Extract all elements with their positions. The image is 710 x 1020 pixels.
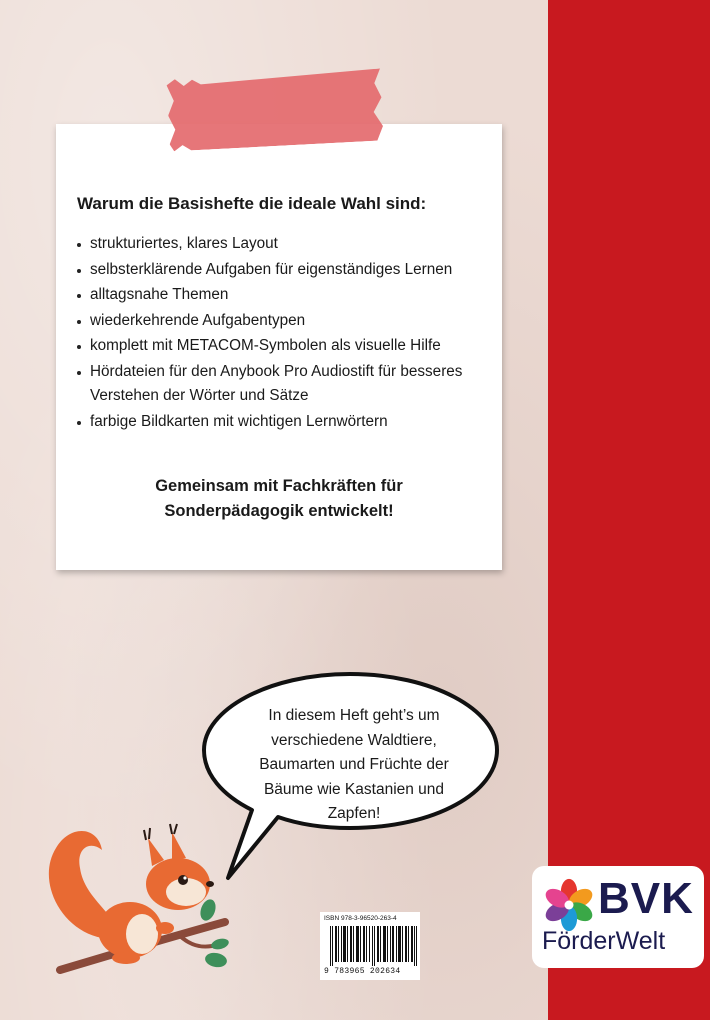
speech-bubble-text xyxy=(220,704,488,827)
tagline-line: Sonderpädagogik entwickelt! xyxy=(164,502,394,520)
feature-item: alltagsnahe Themen xyxy=(74,283,499,308)
feature-item: farbige Bildkarten mit wichtigen Lernwörtern xyxy=(74,410,499,435)
bubble-line: In diesem Heft geht’s um xyxy=(268,707,440,724)
bubble-line: Bäume wie Kastanien und xyxy=(263,780,445,798)
feature-item: Hördateien für den Anybook Pro Audiostift für besseres Verstehen der Wörter und Sätze xyxy=(74,360,499,409)
barcode-box xyxy=(320,912,420,980)
tagline xyxy=(56,474,502,524)
logo-brand: BVK xyxy=(598,874,694,923)
feature-item: strukturiertes, klares Layout xyxy=(74,232,499,257)
bubble-line: Zapfen! xyxy=(327,805,381,822)
feature-list xyxy=(74,232,499,435)
feature-item: selbsterklärende Aufgaben für eigenständiges Lernen xyxy=(74,258,499,283)
tagline-line: Gemeinsam mit Fachkräften für xyxy=(155,477,403,495)
squirrel-illustration xyxy=(40,810,240,1000)
publisher-logo xyxy=(532,866,704,968)
info-card xyxy=(56,124,502,570)
flower-logo-icon xyxy=(542,878,596,932)
barcode-digits: 9 783965 202634 xyxy=(324,967,401,976)
card-heading: Warum die Basishefte die ideale Wahl sind: xyxy=(77,194,427,213)
barcode-bars xyxy=(330,926,418,966)
bubble-line: Baumarten und Früchte der xyxy=(259,756,449,773)
bubble-line: verschiedene Waldtiere, xyxy=(271,731,437,749)
feature-item: komplett mit METACOM-Symbolen als visuelle Hilfe xyxy=(74,334,499,359)
isbn-label: ISBN 978-3-96520-263-4 xyxy=(324,915,397,922)
logo-subtitle: FörderWelt xyxy=(542,927,666,955)
feature-item: wiederkehrende Aufgabentypen xyxy=(74,309,499,334)
